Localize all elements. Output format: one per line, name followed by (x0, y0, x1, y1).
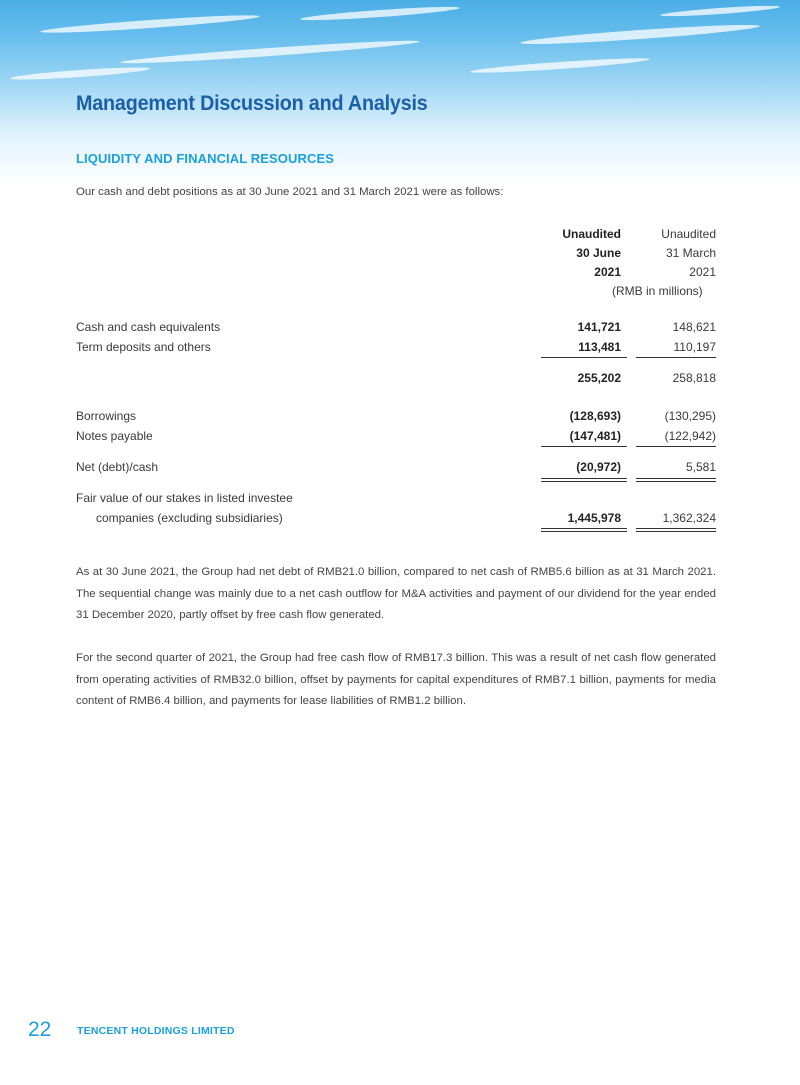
row-value-net-debt-june: (20,972) (576, 460, 621, 474)
intro-text: Our cash and debt positions as at 30 June 2021 and 31 March 2021 were as follows: (76, 186, 504, 198)
row-label-cash: Cash and cash equivalents (76, 320, 221, 334)
total-double-rule (636, 478, 716, 479)
units-label: (RMB in millions) (612, 284, 703, 298)
row-value-fair-value-march: 1,362,324 (662, 511, 716, 525)
row-value-term-deposits-march: 110,197 (673, 340, 716, 354)
row-label-fair-value: Fair value of our stakes in listed investee (76, 491, 293, 505)
total-double-rule (541, 531, 627, 532)
page-title: Management Discussion and Analysis (76, 92, 428, 115)
total-double-rule (636, 531, 716, 532)
row-label-fair-value-cont: companies (excluding subsidiaries) (96, 511, 283, 525)
row-value-subtotal-june: 255,202 (577, 371, 621, 385)
col1-header-line1: Unaudited (562, 227, 621, 241)
row-value-term-deposits-june: 113,481 (578, 340, 621, 354)
col1-header-line3: 2021 (594, 265, 621, 279)
total-double-rule (636, 528, 716, 529)
cash-debt-table (76, 0, 716, 540)
subtotal-rule (636, 446, 716, 447)
total-double-rule (541, 481, 627, 482)
row-label-borrowings: Borrowings (76, 409, 137, 423)
page-number: 22 (28, 1018, 52, 1041)
subtotal-rule (541, 357, 627, 358)
subtotal-rule (541, 446, 627, 447)
row-label-term-deposits: Term deposits and others (76, 340, 211, 354)
col2-header-line1: Unaudited (661, 227, 716, 241)
row-value-cash-2021-march: 148,621 (672, 320, 716, 334)
row-value-borrowings-march: (130,295) (664, 409, 716, 423)
total-double-rule (636, 481, 716, 482)
row-value-net-debt-march: 5,581 (685, 460, 716, 474)
paragraph-free-cash-flow: For the second quarter of 2021, the Group had free cash flow of RMB17.3 billion. This was a result of net cash flow generated from operating activities of RMB32.0 billion, offset by payments for capital expenditures of RMB7.1 billion, payments for media content of RMB6.4 billion, and payments for lease liabilities of RMB1.2 billion. (76, 652, 716, 708)
paragraph-net-debt: As at 30 June 2021, the Group had net debt of RMB21.0 billion, compared to net cash of RMB5.6 billion as at 31 March 2021. The sequential change was mainly due to a net cash outflow for M&A activities and payment of our dividend for the year ended 31 December 2020, partly offset by free cash flow generated. (76, 566, 716, 622)
section-heading: LIQUIDITY AND FINANCIAL RESOURCES (76, 151, 335, 166)
col2-header-line2: 31 March (665, 246, 716, 260)
total-double-rule (541, 528, 627, 529)
total-double-rule (541, 478, 627, 479)
col1-header-line2: 30 June (576, 246, 621, 260)
row-label-net-debt: Net (debt)/cash (76, 460, 159, 474)
company-name: TENCENT HOLDINGS LIMITED (77, 1025, 235, 1037)
row-label-notes-payable: Notes payable (76, 429, 153, 443)
row-value-notes-payable-march: (122,942) (664, 429, 716, 443)
row-value-fair-value-june: 1,445,978 (567, 511, 621, 525)
row-value-cash-2021-june: 141,721 (577, 320, 621, 334)
col2-header-line3: 2021 (689, 265, 716, 279)
row-value-notes-payable-june: (147,481) (569, 429, 621, 443)
row-value-subtotal-march: 258,818 (672, 371, 716, 385)
row-value-borrowings-june: (128,693) (569, 409, 621, 423)
subtotal-rule (636, 357, 716, 358)
